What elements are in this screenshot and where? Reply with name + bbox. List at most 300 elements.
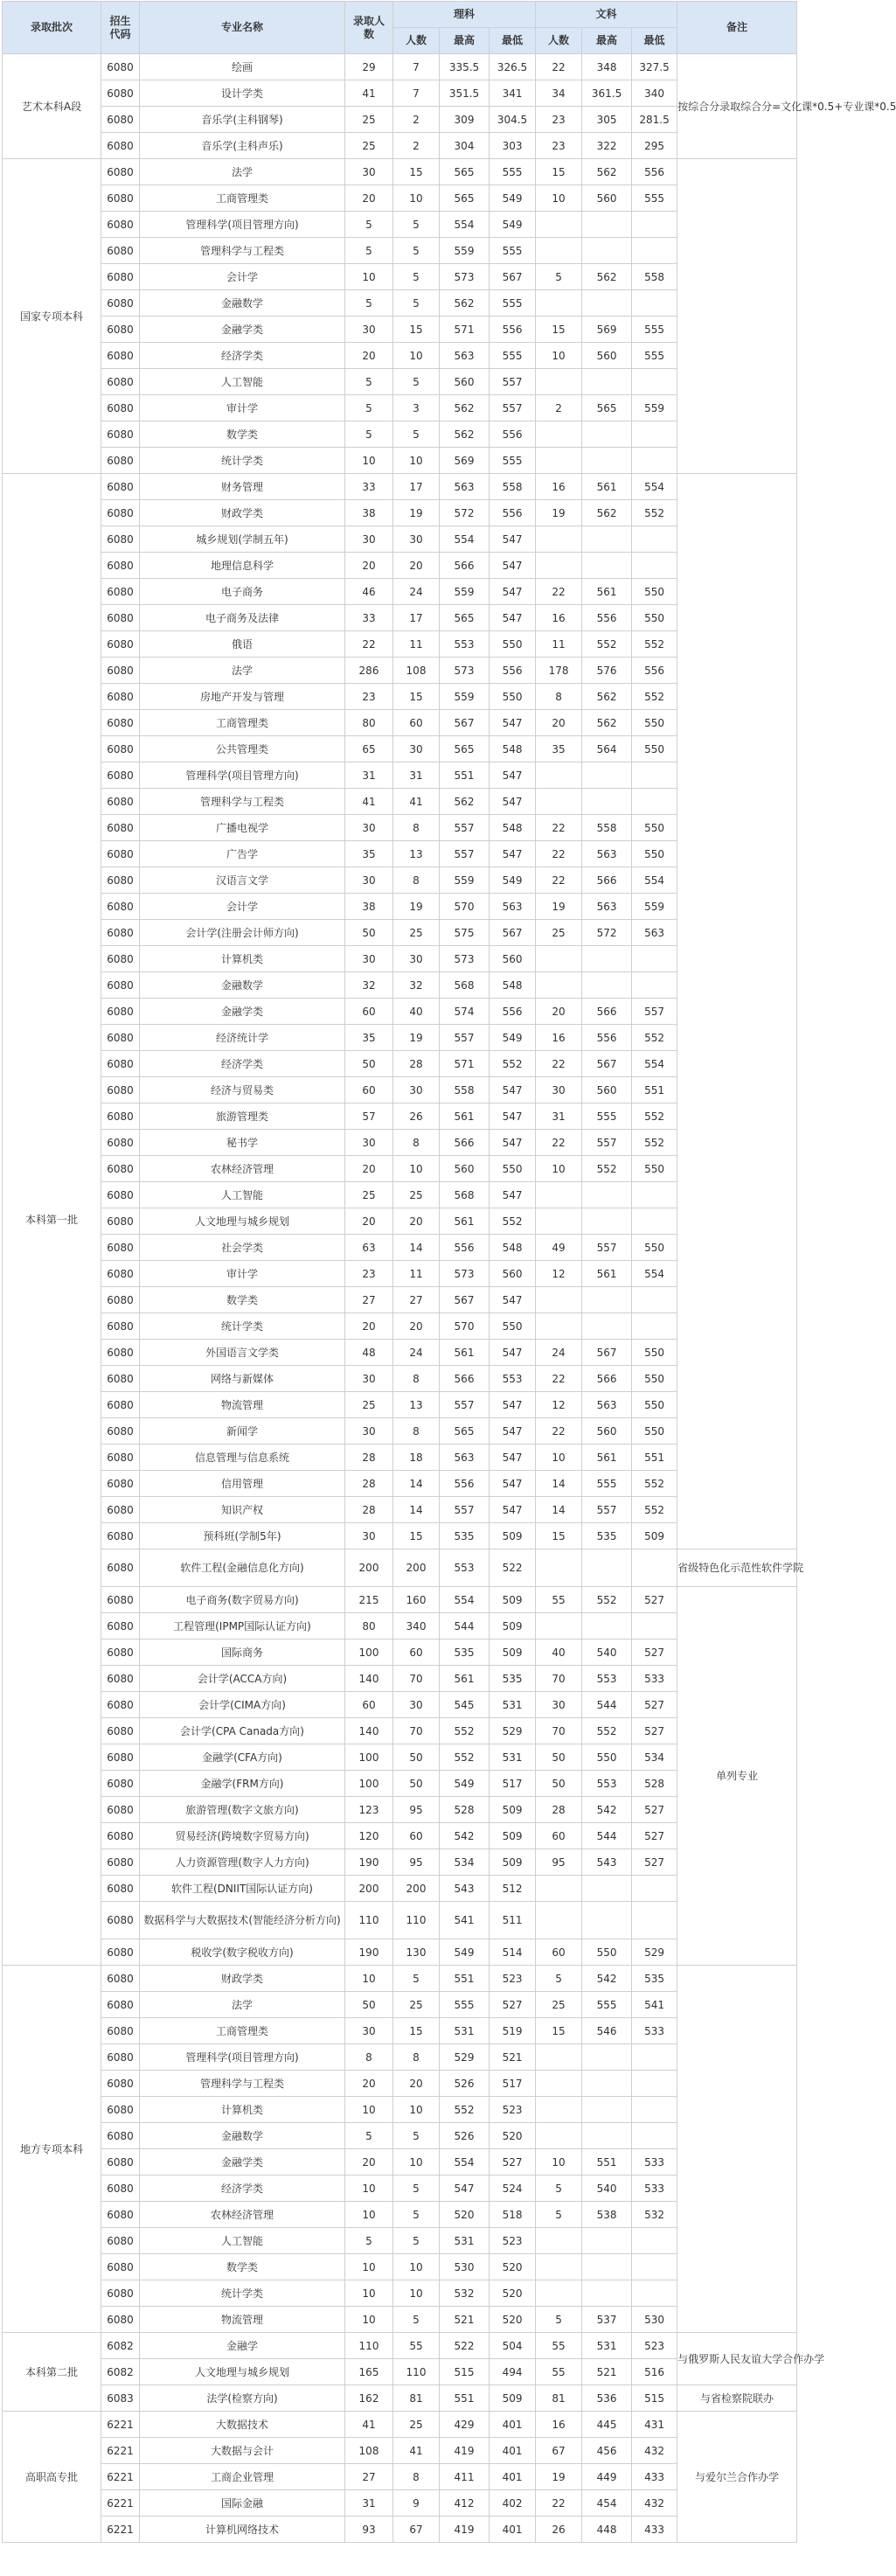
science-low-cell: 304.5 (490, 107, 536, 133)
liberal-low-cell: 555 (632, 343, 677, 369)
science-high-cell: 555 (440, 1992, 490, 2018)
liberal-low-cell (632, 1182, 677, 1208)
admit-total-cell: 5 (345, 2123, 393, 2149)
liberal-count-cell: 19 (536, 894, 582, 920)
liberal-low-cell: 552 (632, 500, 677, 526)
science-low-cell: 519 (490, 2018, 536, 2044)
liberal-count-cell (536, 290, 582, 317)
science-count-cell: 14 (393, 1497, 440, 1523)
major-cell: 法学 (140, 658, 345, 684)
liberal-low-cell: 552 (632, 631, 677, 658)
code-cell: 6080 (101, 1523, 140, 1549)
science-low-cell: 527 (490, 1992, 536, 2018)
header-batch: 录取批次 (3, 2, 101, 54)
science-high-cell: 573 (440, 264, 490, 290)
major-cell: 财务管理 (140, 474, 345, 500)
major-cell: 秘书学 (140, 1130, 345, 1156)
liberal-high-cell: 531 (582, 2333, 632, 2359)
liberal-count-cell: 14 (536, 1471, 582, 1497)
admit-total-cell: 41 (345, 2412, 393, 2438)
science-high-cell: 557 (440, 1392, 490, 1418)
code-cell: 6080 (101, 867, 140, 894)
liberal-count-cell: 8 (536, 684, 582, 710)
major-cell: 计算机网络技术 (140, 2517, 345, 2543)
admit-total-cell: 46 (345, 579, 393, 605)
science-high-cell: 565 (440, 605, 490, 631)
science-low-cell: 560 (490, 946, 536, 972)
liberal-count-cell: 5 (536, 2176, 582, 2202)
science-low-cell: 517 (490, 1771, 536, 1797)
science-high-cell: 554 (440, 526, 490, 553)
science-count-cell: 8 (393, 1418, 440, 1445)
major-cell: 大数据与会计 (140, 2438, 345, 2464)
major-cell: 金融学(CFA方向) (140, 1744, 345, 1771)
admit-total-cell: 41 (345, 789, 393, 815)
liberal-high-cell (582, 972, 632, 999)
science-low-cell: 303 (490, 133, 536, 159)
liberal-low-cell: 327.5 (632, 54, 677, 80)
liberal-high-cell (582, 1902, 632, 1939)
admit-total-cell: 50 (345, 920, 393, 946)
liberal-low-cell: 528 (632, 1771, 677, 1797)
science-high-cell: 419 (440, 2438, 490, 2464)
remark-cell: 省级特色化示范性软件学院 (677, 1549, 797, 1587)
admit-total-cell: 5 (345, 369, 393, 395)
major-cell: 管理科学与工程类 (140, 238, 345, 264)
liberal-high-cell (582, 421, 632, 448)
science-low-cell: 520 (490, 2123, 536, 2149)
liberal-high-cell: 562 (582, 159, 632, 185)
code-cell: 6080 (101, 2044, 140, 2071)
liberal-low-cell: 552 (632, 1471, 677, 1497)
science-low-cell: 549 (490, 867, 536, 894)
science-low-cell: 524 (490, 2176, 536, 2202)
liberal-high-cell: 552 (582, 1587, 632, 1613)
liberal-low-cell (632, 1287, 677, 1313)
science-count-cell: 28 (393, 1051, 440, 1077)
liberal-low-cell: 523 (632, 2333, 677, 2359)
science-count-cell: 13 (393, 841, 440, 867)
liberal-count-cell: 15 (536, 1523, 582, 1549)
admit-total-cell: 110 (345, 2333, 393, 2359)
liberal-low-cell: 551 (632, 1445, 677, 1471)
science-low-cell: 556 (490, 999, 536, 1025)
science-high-cell: 559 (440, 238, 490, 264)
admit-total-cell: 5 (345, 238, 393, 264)
science-low-cell: 520 (490, 2254, 536, 2280)
science-low-cell: 547 (490, 1497, 536, 1523)
science-low-cell: 548 (490, 1235, 536, 1261)
liberal-high-cell (582, 1208, 632, 1235)
science-count-cell: 5 (393, 2228, 440, 2254)
science-count-cell: 10 (393, 185, 440, 212)
science-high-cell: 557 (440, 841, 490, 867)
science-low-cell: 550 (490, 631, 536, 658)
science-high-cell: 535 (440, 1640, 490, 1666)
science-count-cell: 20 (393, 553, 440, 579)
major-cell: 农林经济管理 (140, 1156, 345, 1182)
liberal-low-cell: 432 (632, 2490, 677, 2517)
major-cell: 管理科学(项目管理方向) (140, 2044, 345, 2071)
liberal-count-cell: 25 (536, 1992, 582, 2018)
liberal-low-cell: 555 (632, 185, 677, 212)
science-high-cell: 565 (440, 1418, 490, 1445)
admit-total-cell: 25 (345, 133, 393, 159)
science-low-cell: 547 (490, 526, 536, 553)
code-cell: 6080 (101, 474, 140, 500)
liberal-low-cell (632, 1549, 677, 1587)
science-high-cell: 557 (440, 1025, 490, 1051)
admit-total-cell: 30 (345, 1523, 393, 1549)
table-header (3, 2, 797, 54)
liberal-low-cell: 535 (632, 1966, 677, 1992)
code-cell: 6080 (101, 762, 140, 789)
liberal-count-cell: 70 (536, 1666, 582, 1692)
liberal-count-cell: 11 (536, 631, 582, 658)
code-cell: 6080 (101, 815, 140, 841)
liberal-low-cell (632, 1902, 677, 1939)
science-high-cell: 565 (440, 736, 490, 762)
liberal-high-cell: 560 (582, 1418, 632, 1445)
science-low-cell: 509 (490, 1823, 536, 1849)
code-cell: 6080 (101, 1771, 140, 1797)
liberal-high-cell: 537 (582, 2307, 632, 2333)
liberal-low-cell (632, 1208, 677, 1235)
code-cell: 6080 (101, 317, 140, 343)
liberal-count-cell (536, 526, 582, 553)
code-cell: 6080 (101, 605, 140, 631)
admit-total-cell: 30 (345, 867, 393, 894)
liberal-high-cell: 552 (582, 1156, 632, 1182)
liberal-high-cell: 540 (582, 1640, 632, 1666)
code-cell: 6080 (101, 1587, 140, 1613)
major-cell: 国际金融 (140, 2490, 345, 2517)
liberal-low-cell: 533 (632, 1666, 677, 1692)
liberal-low-cell: 532 (632, 2202, 677, 2228)
liberal-high-cell: 361.5 (582, 80, 632, 107)
liberal-high-cell: 445 (582, 2412, 632, 2438)
admit-total-cell: 8 (345, 2044, 393, 2071)
liberal-count-cell (536, 553, 582, 579)
admit-total-cell: 20 (345, 343, 393, 369)
remark-cell (677, 159, 797, 474)
science-high-cell: 572 (440, 500, 490, 526)
admit-total-cell: 20 (345, 553, 393, 579)
table-row (3, 54, 797, 80)
admit-total-cell: 41 (345, 80, 393, 107)
liberal-count-cell (536, 1287, 582, 1313)
science-count-cell: 110 (393, 2359, 440, 2385)
header-liberal-low: 最低 (632, 28, 677, 54)
liberal-count-cell: 25 (536, 920, 582, 946)
liberal-high-cell: 562 (582, 264, 632, 290)
science-count-cell: 18 (393, 1445, 440, 1471)
liberal-high-cell (582, 290, 632, 317)
science-count-cell: 14 (393, 1235, 440, 1261)
liberal-high-cell: 544 (582, 1692, 632, 1718)
science-count-cell: 41 (393, 789, 440, 815)
admit-total-cell: 190 (345, 1849, 393, 1876)
liberal-count-cell: 22 (536, 1051, 582, 1077)
liberal-high-cell: 348 (582, 54, 632, 80)
table-row (3, 1966, 797, 1992)
major-cell: 管理科学(项目管理方向) (140, 762, 345, 789)
science-high-cell: 544 (440, 1613, 490, 1640)
liberal-count-cell: 178 (536, 658, 582, 684)
admit-total-cell: 162 (345, 2385, 393, 2412)
science-high-cell: 573 (440, 1261, 490, 1287)
science-count-cell: 19 (393, 894, 440, 920)
admit-total-cell: 5 (345, 2228, 393, 2254)
admit-total-cell: 30 (345, 946, 393, 972)
major-cell: 数据科学与大数据技术(智能经济分析方向) (140, 1902, 345, 1939)
header-liberal-high: 最高 (582, 28, 632, 54)
science-low-cell: 549 (490, 1025, 536, 1051)
admit-total-cell: 28 (345, 1445, 393, 1471)
science-count-cell: 11 (393, 631, 440, 658)
admit-total-cell: 120 (345, 1823, 393, 1849)
admit-total-cell: 10 (345, 2280, 393, 2307)
admit-total-cell: 25 (345, 107, 393, 133)
science-high-cell: 309 (440, 107, 490, 133)
science-count-cell: 11 (393, 1261, 440, 1287)
major-cell: 房地产开发与管理 (140, 684, 345, 710)
science-low-cell: 547 (490, 1471, 536, 1497)
liberal-high-cell (582, 2044, 632, 2071)
liberal-count-cell: 15 (536, 2018, 582, 2044)
admit-total-cell: 123 (345, 1797, 393, 1823)
science-count-cell: 60 (393, 1823, 440, 1849)
liberal-low-cell (632, 421, 677, 448)
code-cell: 6080 (101, 1902, 140, 1939)
science-count-cell: 8 (393, 2044, 440, 2071)
liberal-count-cell (536, 238, 582, 264)
science-low-cell: 547 (490, 1445, 536, 1471)
remark-cell: 与俄罗斯人民友谊大学合作办学 (677, 2333, 797, 2385)
science-count-cell: 95 (393, 1797, 440, 1823)
liberal-high-cell: 566 (582, 867, 632, 894)
science-count-cell: 5 (393, 212, 440, 238)
admit-total-cell: 50 (345, 1051, 393, 1077)
science-high-cell: 547 (440, 2176, 490, 2202)
liberal-high-cell: 542 (582, 1797, 632, 1823)
liberal-high-cell: 563 (582, 1392, 632, 1418)
liberal-count-cell: 22 (536, 841, 582, 867)
major-cell: 设计学类 (140, 80, 345, 107)
liberal-low-cell: 563 (632, 920, 677, 946)
admit-total-cell: 30 (345, 1366, 393, 1392)
science-low-cell: 553 (490, 1366, 536, 1392)
science-count-cell: 81 (393, 2385, 440, 2412)
liberal-low-cell: 550 (632, 815, 677, 841)
code-cell: 6080 (101, 1366, 140, 1392)
liberal-high-cell: 566 (582, 1366, 632, 1392)
admit-total-cell: 25 (345, 1392, 393, 1418)
major-cell: 会计学 (140, 264, 345, 290)
science-count-cell: 108 (393, 658, 440, 684)
major-cell: 经济学类 (140, 1051, 345, 1077)
science-count-cell: 340 (393, 1613, 440, 1640)
science-low-cell: 520 (490, 2307, 536, 2333)
science-high-cell: 568 (440, 1182, 490, 1208)
liberal-count-cell: 19 (536, 2464, 582, 2490)
liberal-high-cell: 569 (582, 317, 632, 343)
liberal-count-cell: 35 (536, 736, 582, 762)
science-low-cell: 547 (490, 1077, 536, 1104)
admit-total-cell: 32 (345, 972, 393, 999)
header-major: 专业名称 (140, 2, 345, 54)
admit-total-cell: 80 (345, 710, 393, 736)
liberal-low-cell: 552 (632, 1025, 677, 1051)
code-cell: 6080 (101, 841, 140, 867)
science-count-cell: 5 (393, 2202, 440, 2228)
science-high-cell: 573 (440, 946, 490, 972)
major-cell: 工商管理类 (140, 185, 345, 212)
remark-cell (677, 1966, 797, 2333)
liberal-count-cell: 34 (536, 80, 582, 107)
liberal-count-cell: 16 (536, 605, 582, 631)
science-count-cell: 19 (393, 500, 440, 526)
science-count-cell: 25 (393, 2412, 440, 2438)
code-cell: 6080 (101, 1849, 140, 1876)
major-cell: 经济与贸易类 (140, 1077, 345, 1104)
major-cell: 绘画 (140, 54, 345, 80)
major-cell: 地理信息科学 (140, 553, 345, 579)
liberal-high-cell: 552 (582, 631, 632, 658)
liberal-low-cell (632, 789, 677, 815)
science-low-cell: 509 (490, 1523, 536, 1549)
code-cell: 6080 (101, 1208, 140, 1235)
science-count-cell: 15 (393, 1523, 440, 1549)
science-high-cell: 351.5 (440, 80, 490, 107)
science-low-cell: 523 (490, 1966, 536, 1992)
major-cell: 人文地理与城乡规划 (140, 2359, 345, 2385)
science-high-cell: 565 (440, 185, 490, 212)
science-count-cell: 25 (393, 1992, 440, 2018)
header-science-high: 最高 (440, 28, 490, 54)
admit-total-cell: 30 (345, 317, 393, 343)
liberal-low-cell: 558 (632, 264, 677, 290)
major-cell: 经济学类 (140, 2176, 345, 2202)
science-high-cell: 551 (440, 1966, 490, 1992)
science-high-cell: 567 (440, 710, 490, 736)
science-count-cell: 200 (393, 1876, 440, 1902)
code-cell: 6080 (101, 920, 140, 946)
table-row (3, 2333, 797, 2359)
liberal-count-cell: 22 (536, 579, 582, 605)
admit-total-cell: 38 (345, 500, 393, 526)
liberal-count-cell (536, 1876, 582, 1902)
science-high-cell: 522 (440, 2333, 490, 2359)
liberal-low-cell (632, 2254, 677, 2280)
table-row (3, 159, 797, 185)
admit-total-cell: 25 (345, 1182, 393, 1208)
science-count-cell: 50 (393, 1744, 440, 1771)
science-count-cell: 20 (393, 2071, 440, 2097)
liberal-count-cell (536, 1208, 582, 1235)
code-cell: 6080 (101, 185, 140, 212)
liberal-high-cell: 454 (582, 2490, 632, 2517)
major-cell: 数学类 (140, 2254, 345, 2280)
liberal-high-cell: 521 (582, 2359, 632, 2385)
liberal-low-cell (632, 238, 677, 264)
science-low-cell: 504 (490, 2333, 536, 2359)
science-low-cell: 547 (490, 841, 536, 867)
liberal-high-cell: 560 (582, 343, 632, 369)
admit-total-cell: 286 (345, 658, 393, 684)
admit-total-cell: 28 (345, 1497, 393, 1523)
admit-total-cell: 93 (345, 2517, 393, 2543)
code-cell: 6080 (101, 1471, 140, 1497)
science-count-cell: 200 (393, 1549, 440, 1587)
major-cell: 审计学 (140, 395, 345, 421)
major-cell: 外国语言文学类 (140, 1340, 345, 1366)
science-low-cell: 509 (490, 1640, 536, 1666)
science-count-cell: 3 (393, 395, 440, 421)
code-cell: 6080 (101, 2280, 140, 2307)
admit-total-cell: 23 (345, 684, 393, 710)
code-cell: 6080 (101, 736, 140, 762)
code-cell: 6080 (101, 1876, 140, 1902)
liberal-low-cell: 559 (632, 395, 677, 421)
code-cell: 6080 (101, 1797, 140, 1823)
liberal-low-cell: 550 (632, 1392, 677, 1418)
science-high-cell: 534 (440, 1849, 490, 1876)
liberal-count-cell: 19 (536, 500, 582, 526)
admit-total-cell: 38 (345, 894, 393, 920)
liberal-high-cell: 552 (582, 1718, 632, 1744)
liberal-high-cell: 560 (582, 185, 632, 212)
liberal-high-cell: 558 (582, 815, 632, 841)
science-high-cell: 556 (440, 1471, 490, 1497)
code-cell: 6080 (101, 999, 140, 1025)
science-low-cell: 550 (490, 684, 536, 710)
code-cell: 6080 (101, 1939, 140, 1966)
liberal-low-cell: 515 (632, 2385, 677, 2412)
liberal-count-cell: 23 (536, 133, 582, 159)
science-high-cell: 429 (440, 2412, 490, 2438)
liberal-high-cell (582, 2123, 632, 2149)
science-high-cell: 529 (440, 2044, 490, 2071)
science-count-cell: 5 (393, 1966, 440, 1992)
major-cell: 广告学 (140, 841, 345, 867)
major-cell: 工商管理类 (140, 2018, 345, 2044)
table-row (3, 1587, 797, 1613)
admit-total-cell: 30 (345, 159, 393, 185)
admit-total-cell: 5 (345, 421, 393, 448)
science-count-cell: 5 (393, 264, 440, 290)
major-cell: 电子商务 (140, 579, 345, 605)
liberal-count-cell: 20 (536, 999, 582, 1025)
admit-total-cell: 108 (345, 2438, 393, 2464)
liberal-high-cell (582, 2097, 632, 2123)
liberal-high-cell (582, 238, 632, 264)
admit-total-cell: 20 (345, 2071, 393, 2097)
liberal-count-cell: 24 (536, 1340, 582, 1366)
science-high-cell: 573 (440, 658, 490, 684)
admit-total-cell: 63 (345, 1235, 393, 1261)
code-cell: 6080 (101, 946, 140, 972)
science-count-cell: 14 (393, 1471, 440, 1497)
admit-total-cell: 5 (345, 212, 393, 238)
major-cell: 统计学类 (140, 448, 345, 474)
science-low-cell: 547 (490, 1340, 536, 1366)
science-low-cell: 341 (490, 80, 536, 107)
liberal-high-cell (582, 1313, 632, 1340)
science-high-cell: 561 (440, 1208, 490, 1235)
liberal-count-cell: 10 (536, 1445, 582, 1471)
liberal-low-cell: 552 (632, 1497, 677, 1523)
